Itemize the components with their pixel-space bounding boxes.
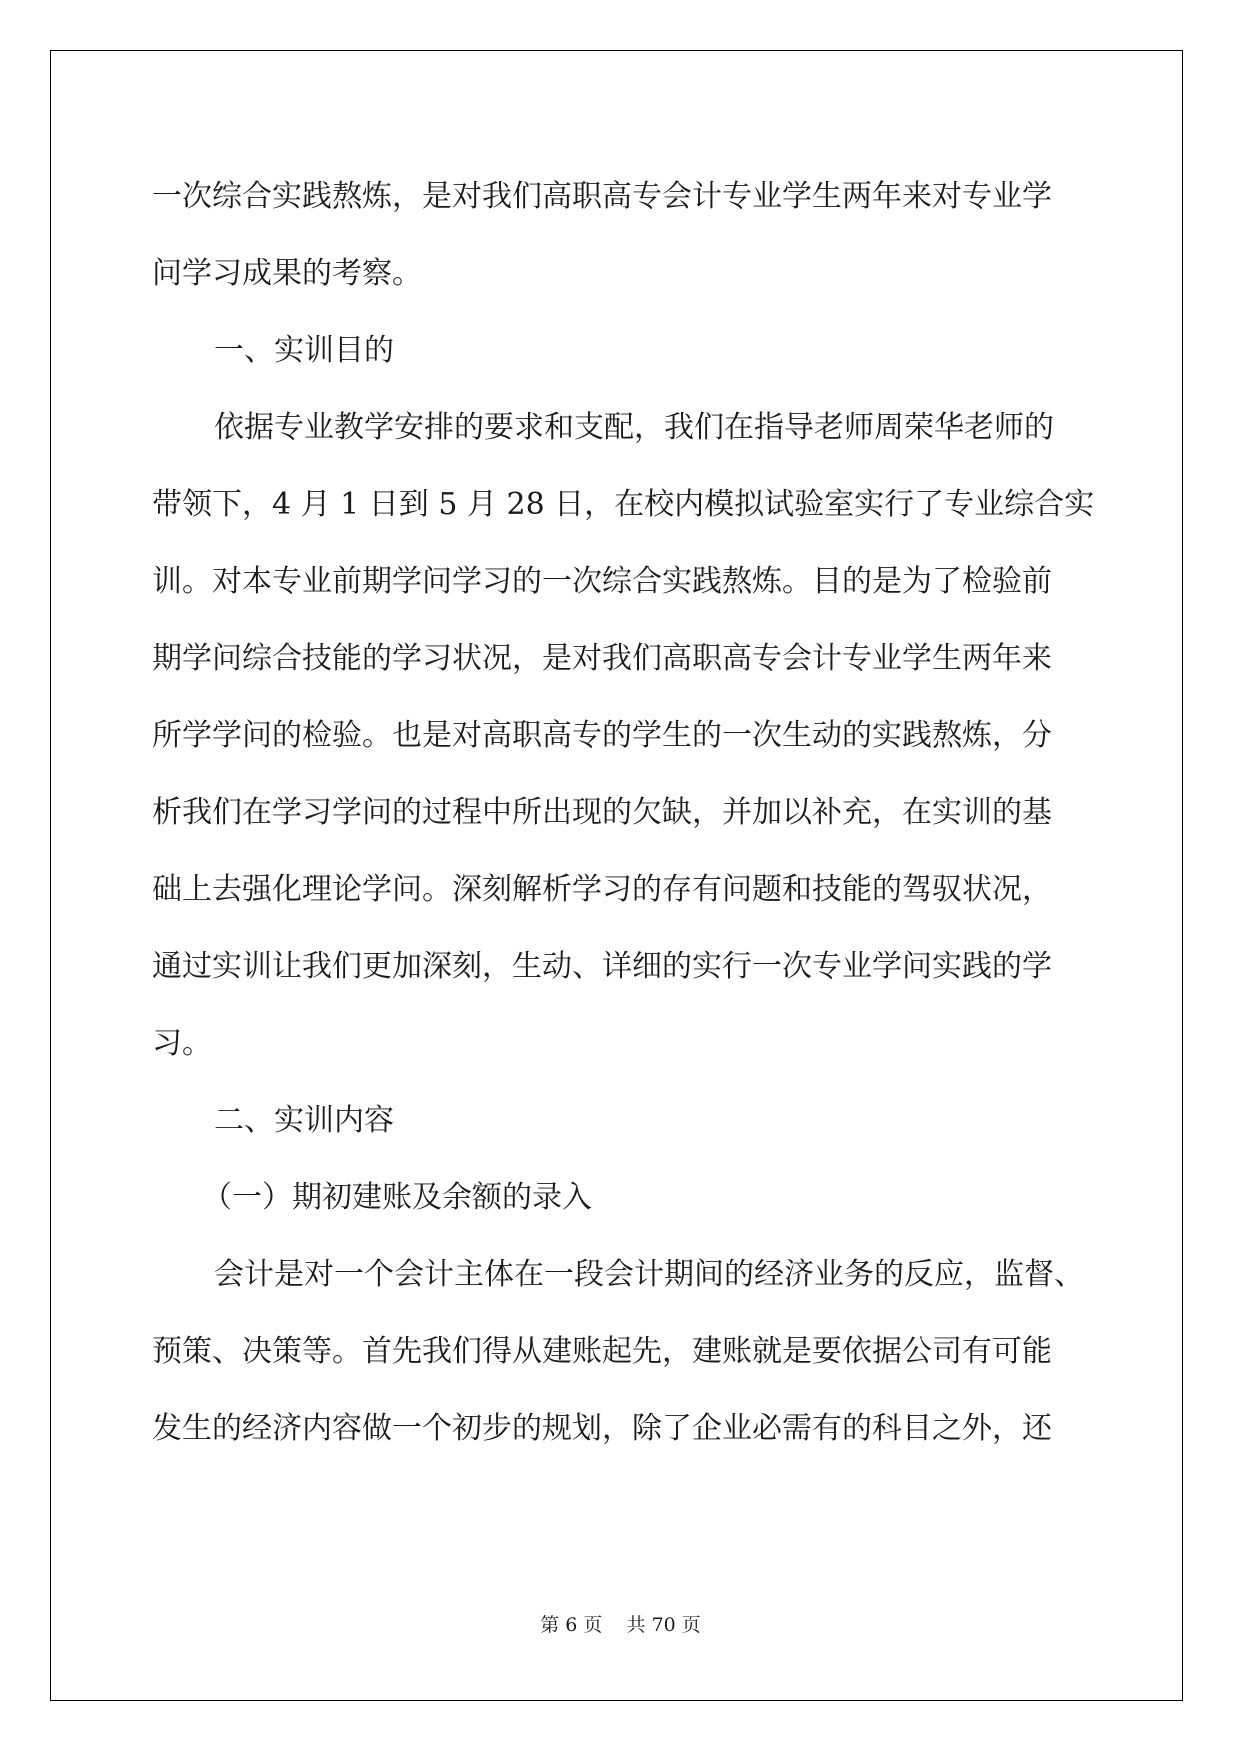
text-line: 带领下，4 月 1 日到 5 月 28 日，在校内模拟试验室实行了专业综合实 [152, 487, 1095, 522]
text-line: 础上去强化理论学问。深刻解析学习的存有问题和技能的驾驭状况， [152, 872, 1052, 907]
text-line: 训。对本专业前期学问学习的一次综合实践熬炼。目的是为了检验前 [152, 564, 1052, 599]
section-heading: 二、实训内容 [214, 1103, 394, 1138]
page-number: 第 6 页 [540, 1614, 603, 1636]
text-line: 发生的经济内容做一个初步的规划，除了企业必需有的科目之外，还 [152, 1411, 1052, 1446]
text-line: 析我们在学习学问的过程中所出现的欠缺，并加以补充，在实训的基 [152, 795, 1052, 830]
page-footer [0, 1610, 1241, 1637]
text-line: 问学习成果的考察。 [152, 256, 422, 291]
text-line: 习。 [152, 1026, 212, 1061]
document-body [152, 158, 1095, 1467]
text-line: 预策、决策等。首先我们得从建账起先，建账就是要依据公司有可能 [152, 1334, 1052, 1369]
text-line: 所学学问的检验。也是对高职高专的学生的一次生动的实践熬炼，分 [152, 718, 1052, 753]
text-line: 期学问综合技能的学习状况，是对我们高职高专会计专业学生两年来 [152, 641, 1052, 676]
text-line: 会计是对一个会计主体在一段会计期间的经济业务的反应，监督、 [214, 1257, 1084, 1292]
text-line: 依据专业教学安排的要求和支配，我们在指导老师周荣华老师的 [214, 410, 1054, 445]
subsection-heading: （一）期初建账及余额的录入 [202, 1180, 592, 1215]
text-line: 通过实训让我们更加深刻，生动、详细的实行一次专业学问实践的学 [152, 949, 1052, 984]
text-line: 一次综合实践熬炼，是对我们高职高专会计专业学生两年来对专业学 [152, 179, 1052, 214]
page-total: 共 70 页 [626, 1614, 701, 1636]
section-heading: 一、实训目的 [214, 333, 394, 368]
